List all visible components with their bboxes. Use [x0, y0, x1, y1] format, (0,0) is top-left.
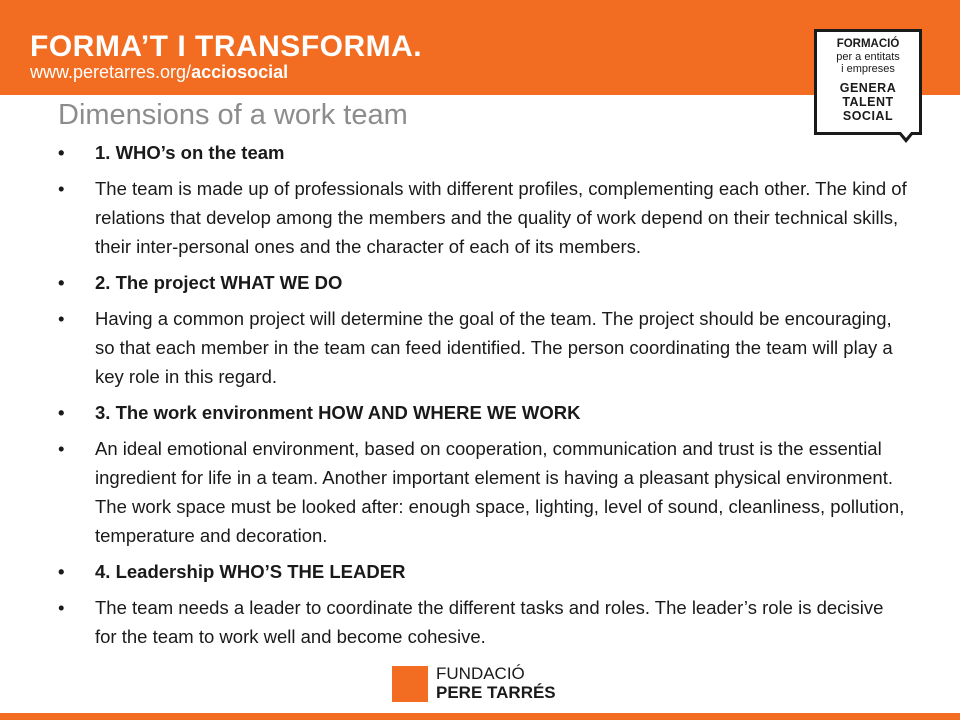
bullet-body-leadership: • The team needs a leader to coordinate the different tasks and roles. The leader’s role is decisive for the team to work well and become cohesive. — [58, 593, 908, 651]
bullet-heading-project: • 2. The project WHAT WE DO — [58, 268, 908, 297]
slide-title: Dimensions of a work team — [58, 99, 408, 131]
footer-logo-line2: PERE TARRÉS — [436, 683, 556, 702]
footer-logo-line1: FUNDACIÓ — [436, 664, 525, 683]
bullet-body-environment: • An ideal emotional environment, based on cooperation, communication and trust is the essential ingredient for life in a team. Another important element is having a pleasant physical environment. The work space must be looked after: enough space, lighting, level of sound, cleanliness, pollution, temperature and decoration. — [58, 434, 908, 550]
badge-line-formacio: FORMACIÓ — [836, 38, 900, 50]
bullet-list — [58, 138, 908, 658]
badge-line-talent: TALENT — [842, 95, 894, 109]
bullet-heading-leadership: • 4. Leadership WHO’S THE LEADER — [58, 557, 908, 586]
badge-line-entitats: per a entitats — [836, 51, 900, 63]
footer-accent-line — [0, 713, 960, 720]
footer-logo-text — [436, 664, 556, 702]
brand-url-prefix: www.peretarres.org/ — [30, 62, 192, 82]
logo-square-icon — [392, 666, 428, 702]
bullet-heading-who: • 1. WHO’s on the team — [58, 138, 908, 167]
brand-url[interactable] — [30, 62, 288, 83]
brand-title: FORMA’T I TRANSFORMA. — [30, 30, 423, 63]
badge-speech-tail-inner — [900, 131, 912, 138]
badge-line-social: SOCIAL — [842, 109, 894, 123]
bullet-body-project: • Having a common project will determine the goal of the team. The project should be encouraging, so that each member in the team can feed identified. The person coordinating the team will play a key role in this regard. — [58, 304, 908, 391]
bullet-body-who: • The team is made up of professionals with different profiles, complementing each other. The kind of relations that develop among the members and the quality of work depend on their technical skills, their inter-personal ones and the character of each of its members. — [58, 174, 908, 261]
brand-url-suffix: acciosocial — [191, 62, 289, 82]
badge-line-genera: GENERA — [839, 81, 897, 95]
genera-talent-social-logo — [814, 29, 922, 135]
badge-line-empreses: i empreses — [841, 63, 895, 75]
bullet-heading-environment: • 3. The work environment HOW AND WHERE WE WORK — [58, 398, 908, 427]
